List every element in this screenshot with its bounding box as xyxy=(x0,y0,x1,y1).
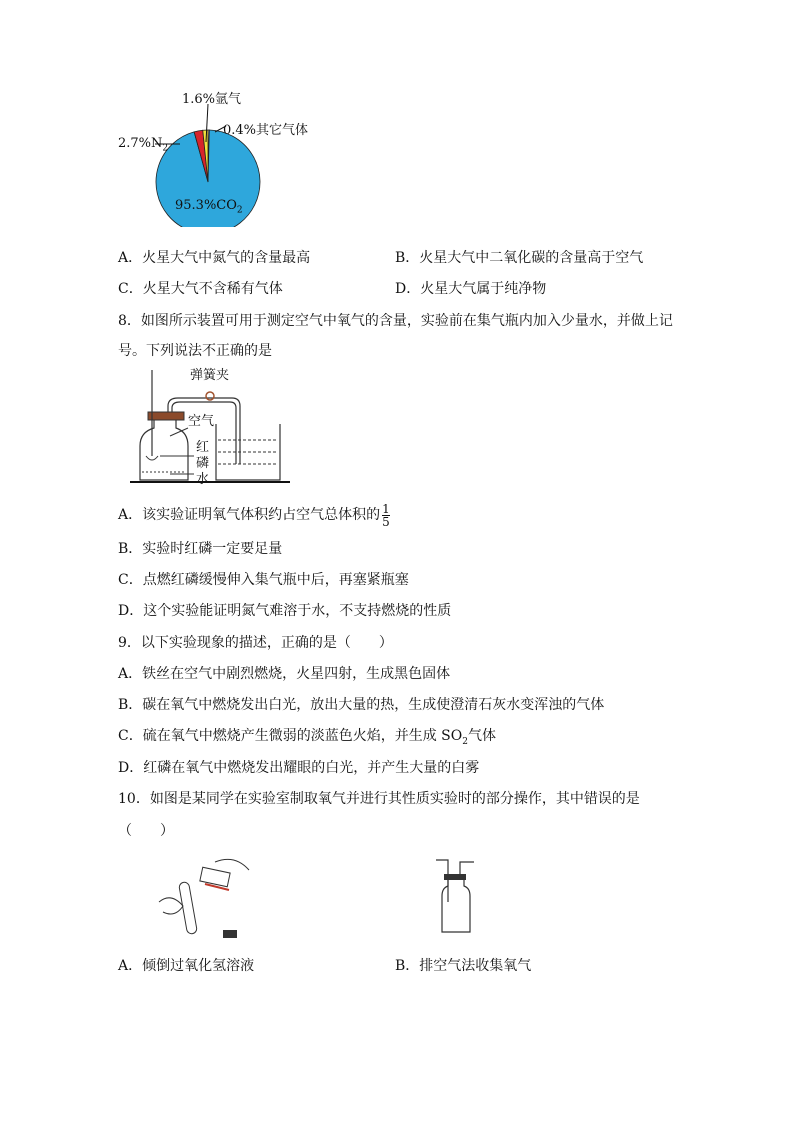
q9-option-c-pre: C．硫在氧气中燃烧产生微弱的淡蓝色火焰，并生成 SO xyxy=(118,728,463,744)
other-label: 0.4%其它气体 xyxy=(223,123,309,138)
water-label: 水 xyxy=(196,472,210,487)
gas-collection-illustration xyxy=(430,856,480,936)
upper-hand-icon xyxy=(215,859,249,870)
co2-value: 95.3%CO xyxy=(175,198,237,213)
phosphorus-label: 磷 xyxy=(196,456,210,471)
q9-option-b: B．碳在氧气中燃烧发出白光，放出大量的热，生成使澄清石灰水变浑浊的气体 xyxy=(118,697,605,713)
q8-stem-line2: 号。下列说法不正确的是 xyxy=(118,343,272,359)
q8-apparatus-figure xyxy=(130,366,290,492)
q7-option-a: A．火星大气中氮气的含量最高 xyxy=(118,250,311,266)
spoon-icon xyxy=(146,456,158,460)
fraction-numerator: 1 xyxy=(382,501,390,516)
short-tube-icon xyxy=(460,862,474,874)
clamp-label: 弹簧夹 xyxy=(190,368,230,383)
pouring-figure xyxy=(155,852,255,942)
co2-label xyxy=(175,198,243,216)
q7-option-b: B．火星大气中二氧化碳的含量高于空气 xyxy=(395,250,644,266)
reagent-bottle-icon xyxy=(200,867,230,887)
argon-label: 1.6%氩气 xyxy=(182,92,242,107)
q10-option-a: A．倾倒过氧化氢溶液 xyxy=(118,958,255,974)
q8-option-a xyxy=(118,500,390,530)
n2-value: 2.7%N xyxy=(118,136,163,151)
n2-label xyxy=(118,136,168,154)
q8-stem-line1: 8．如图所示装置可用于测定空气中氧气的含量，实验前在集气瓶内加入少量水，并做上记 xyxy=(118,313,673,329)
pie-figure xyxy=(110,92,310,227)
q9-option-d: D．红磷在氧气中燃烧发出耀眼的白光，并产生大量的白雾 xyxy=(118,760,480,776)
q8-option-a-text: A．该实验证明氧气体积约占空气总体积的 xyxy=(118,507,381,523)
apparatus-diagram xyxy=(130,366,290,492)
red-label: 红 xyxy=(196,440,210,455)
q10-stem-line1: 10．如图是某同学在实验室制取氧气并进行其性质实验时的部分操作，其中错误的是 xyxy=(118,791,640,807)
pouring-illustration xyxy=(155,852,255,942)
q8-option-b: B．实验时红磷一定要足量 xyxy=(118,541,283,557)
q9-option-c xyxy=(118,726,496,752)
q8-option-c: C．点燃红磷缓慢伸入集气瓶中后，再塞紧瓶塞 xyxy=(118,572,409,588)
stopper-on-table-icon xyxy=(223,930,237,938)
stopper-icon xyxy=(148,412,184,420)
q9-option-a: A．铁丝在空气中剧烈燃烧，火星四射，生成黑色固体 xyxy=(118,666,451,682)
lower-hand-icon xyxy=(159,898,183,914)
q10-stem-line2: （ ） xyxy=(118,823,174,839)
spring-clamp-icon xyxy=(206,392,214,400)
q10-option-b: B．排空气法收集氧气 xyxy=(395,958,532,974)
n2-subscript: 2 xyxy=(162,143,169,154)
q9-option-c-post: 气体 xyxy=(467,728,496,744)
gas-collection-figure xyxy=(430,856,480,936)
bottle-stopper-icon xyxy=(444,874,466,880)
collection-bottle-icon xyxy=(442,880,470,932)
air-label: 空气 xyxy=(188,414,215,429)
q9-stem: 9．以下实验现象的描述，正确的是（ ） xyxy=(118,635,393,651)
q7-option-c: C．火星大气不含稀有气体 xyxy=(118,281,283,297)
fraction-denominator: 5 xyxy=(382,514,390,529)
so2-subscript: 2 xyxy=(462,736,468,747)
gas-bottle-icon xyxy=(140,420,188,480)
q7-option-d: D．火星大气属于纯净物 xyxy=(395,281,547,297)
q8-option-d: D．这个实验能证明氮气难溶于水，不支持燃烧的性质 xyxy=(118,603,452,619)
fraction-one-fifth xyxy=(382,503,390,528)
co2-subscript: 2 xyxy=(236,205,243,216)
